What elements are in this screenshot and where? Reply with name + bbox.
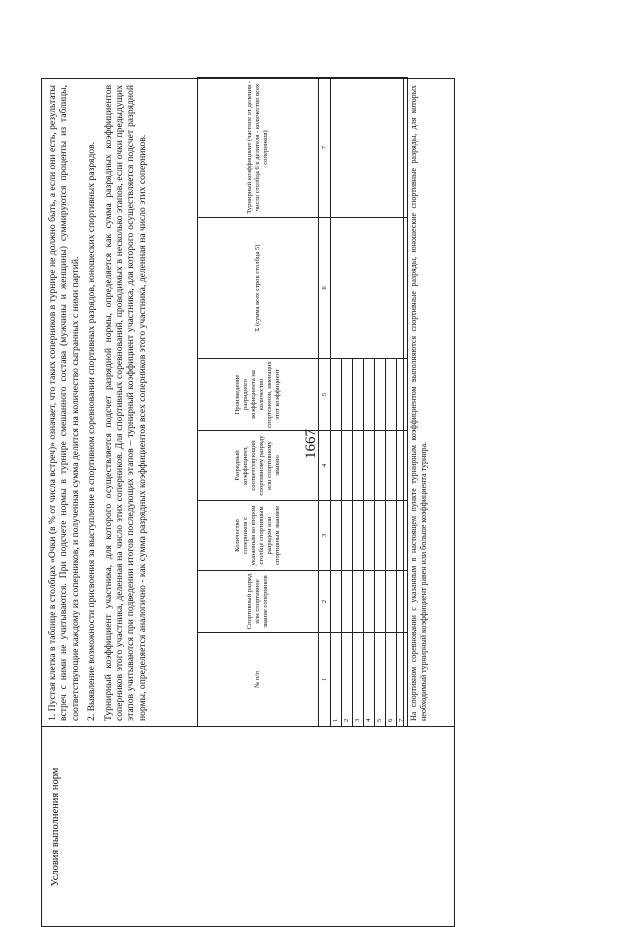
table-cell (397, 431, 408, 501)
footnote-text: На спортивном соревновании с указанным в настоящем пункте турнирным коэффициентом выполняются спортивные разряды, юношеские спортивные разряды, для которых необходимый турнирный коэффициент равен или больше коэффициента турнира. (409, 85, 428, 721)
column-number: 1 (319, 633, 331, 727)
column-number: 2 (319, 571, 331, 633)
table-cell (342, 571, 353, 633)
table-cell (353, 431, 364, 501)
page-number: 1667 (303, 429, 319, 459)
table-cell (331, 431, 342, 501)
table-cell (386, 359, 397, 431)
header-count: Количество соперников с указанным во втором столбце спортивным разрядом или спортивным званием (198, 501, 319, 571)
table-cell (375, 501, 386, 571)
header-rank-coefficient: Разрядный коэффициент, соответствующий спортивному разряду или спортивному званию (198, 431, 319, 501)
table-cell (331, 571, 342, 633)
table-cell (353, 359, 364, 431)
table-cell (342, 501, 353, 571)
table-cell (375, 571, 386, 633)
divider (403, 78, 404, 727)
column-number: 4 (319, 431, 331, 501)
table-cell (397, 571, 408, 633)
row-number: 7 (397, 633, 408, 727)
header-sum: Σ (сумма всех строк столбца 5) (198, 218, 319, 359)
table-cell (364, 571, 375, 633)
column-number: 6 (319, 218, 331, 359)
header-rank: Спортивный разряд или спортивное звание соперников (198, 571, 319, 633)
table-cell (342, 359, 353, 431)
column-number: 7 (319, 78, 331, 218)
header-tournament-coefficient: Турнирный коэффициент (частное от деления - число столбца 6 к делителя - количество всех соперников) (198, 78, 319, 218)
row-number: 1 (331, 633, 342, 727)
row-number: 2 (342, 633, 353, 727)
row-number: 3 (353, 633, 364, 727)
table-cell (397, 359, 408, 431)
table-cell (331, 359, 342, 431)
table-cell (353, 501, 364, 571)
row-number: 5 (375, 633, 386, 727)
table-cell (397, 501, 408, 571)
tournament-coefficient-cell (331, 78, 408, 218)
row-number: 4 (364, 633, 375, 727)
table-cell (342, 431, 353, 501)
header-product: Произведение разрядного коэффициента на количество спортсменов, имеющих этот коэффициент (198, 359, 319, 431)
row-number: 6 (386, 633, 397, 727)
table-cell (353, 571, 364, 633)
paragraph-note-2: 2. Выявление возможности присвоения за выступление в спортивном соревновании спортивных разрядов, юношеских спортивных разрядов. (86, 141, 98, 721)
column-number: 5 (319, 359, 331, 431)
table-cell (375, 359, 386, 431)
table-cell (364, 431, 375, 501)
column-number: 3 (319, 501, 331, 571)
table-cell (386, 431, 397, 501)
content-text (47, 85, 153, 721)
table-cell (386, 571, 397, 633)
table-cell (364, 501, 375, 571)
header-number: № п/п (198, 633, 319, 727)
coefficient-table (197, 77, 408, 727)
rotated-page (41, 78, 455, 927)
table-cell (364, 359, 375, 431)
table-cell (375, 431, 386, 501)
paragraph-note-1: 1. Пустая клетка в таблице в столбцах «Очки (в % от числа встреч)» означает, что таких соперников в турнире не должно быть, а если они есть, результаты встреч с ними не учитываются. При подсчете нормы в турнире смешанного состава (мужчины и женщины) суммируются проценты из таблицы, соответствующие каждому из соперников, и полученная сумма делится на количество сыгранных с ними партий. (47, 85, 81, 721)
table-cell (331, 501, 342, 571)
conditions-label: Условия выполнения норм (50, 767, 61, 887)
table-cell (386, 501, 397, 571)
paragraph-note-3: Турнирный коэффициент участника, для которого осуществляется подсчет разрядной нормы, определяется как сумма разрядных коэффициентов соперников этого участника, деленная на число этих соперников. Для спортивных соревнований, проводимых в несколько этапов, если очки предыдущих этапов учитываются при подведении итогов последующих этапов – турнирный коэффициент участника, для которого осуществляется подсчет разрядной нормы, определяется аналогично - как сумма разрядных коэффициентов всех соперников этого участника, деленная на число этих соперников. (102, 85, 148, 721)
sum-cell (331, 218, 408, 359)
